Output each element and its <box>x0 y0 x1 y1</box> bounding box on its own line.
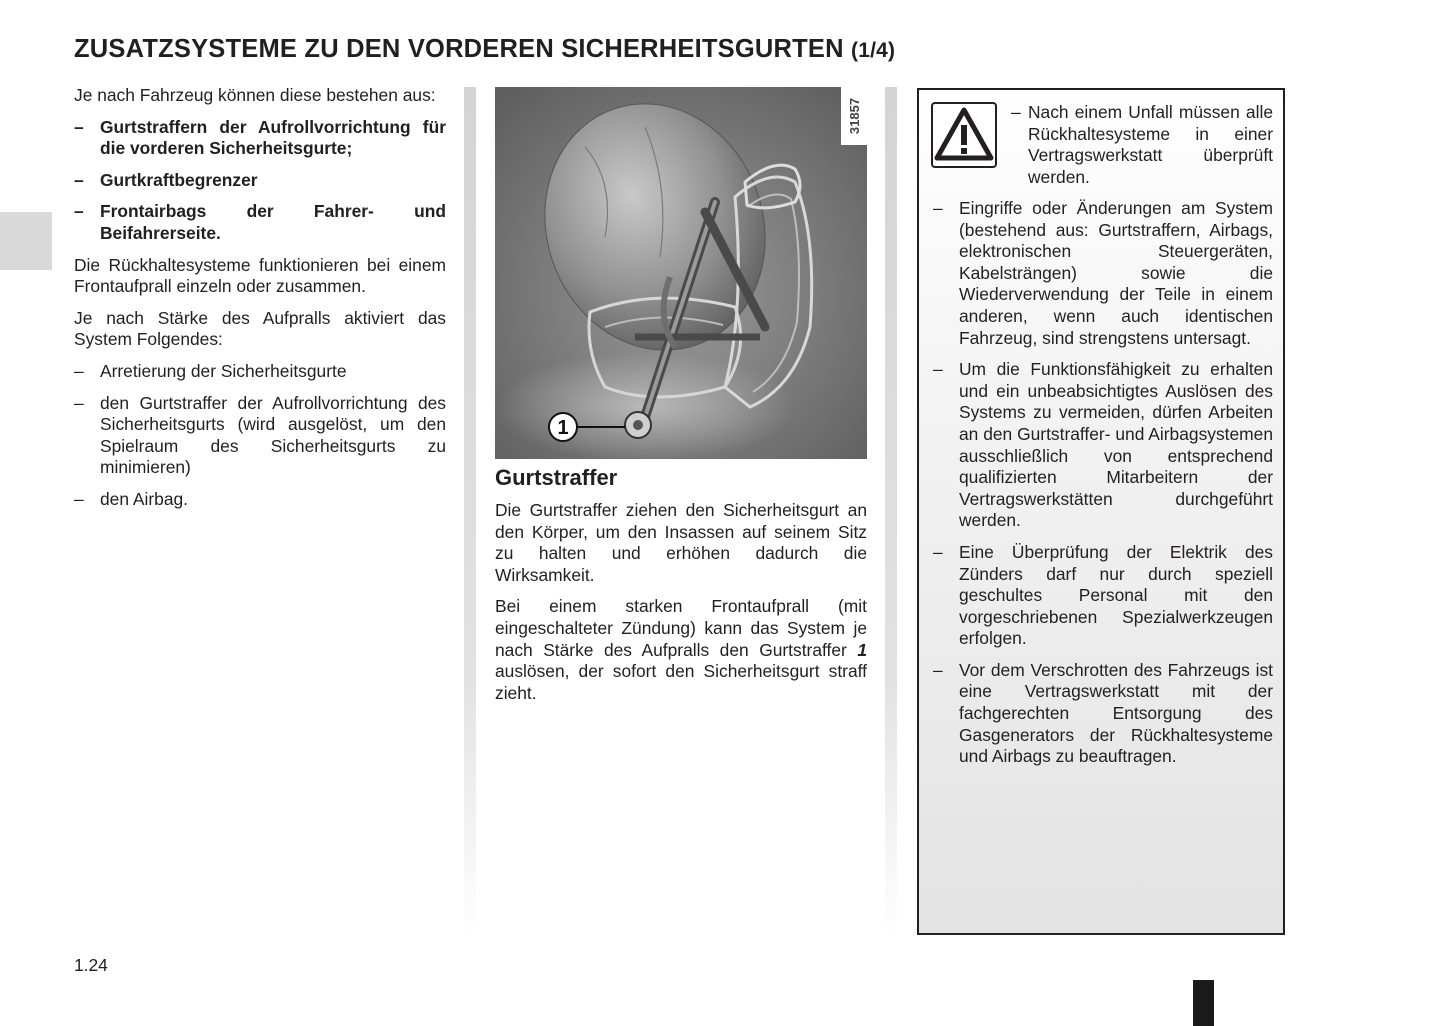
systems-text: Die Rückhaltesysteme funktionieren bei einem Frontaufprall einzeln oder zusammen. <box>74 254 446 297</box>
component-item: – Gurtstraffern der Aufrollvorrichtung für die vorderen Sicherheitsgurte; <box>74 116 446 159</box>
intro-column <box>74 85 446 521</box>
warning-item: – Vor dem Verschrotten des Fahrzeugs ist eine Vertragswerkstatt mit der fachgerechten Entsorgung des Gasgenerators der Rückhaltesysteme und Airbags zu beauftragen. <box>933 659 1273 767</box>
action-item: – den Airbag. <box>74 488 188 509</box>
warning-item: – Um die Funktionsfähigkeit zu erhalten und ein unbeabsichtigtes Auslösen des Systems zu vermeiden, dürfen Arbeiten an den Gurtstraffer- und Airbagsystemen ausschließlich von entsprechend qualifizierten Mitarbeitern der Vertragswerkstätten durchgeführt werden. <box>933 359 1273 531</box>
column-separator <box>464 87 476 935</box>
pretensioner-column <box>495 465 867 714</box>
section-thumb-tab <box>0 212 52 270</box>
warning-item: – Eingriffe oder Änderungen am System (bestehend aus: Gurtstraffern, Airbags, elektronischen Steuergeräten, Kabelsträngen) sowie die Wiederverwendung der Teile in einem anderen, wenn auch identischen Fahrzeug, sind strengstens untersagt. <box>933 198 1273 348</box>
warning-box <box>917 88 1285 935</box>
page-number: 1.24 <box>74 955 108 975</box>
page-title <box>74 35 895 64</box>
column-separator <box>885 87 897 935</box>
figure-reference: 31857 <box>847 97 862 135</box>
seat-illustration <box>495 87 867 459</box>
chapter-edge-marker <box>1193 980 1214 1026</box>
page-title-text: ZUSATZSYSTEME ZU DEN VORDEREN SICHERHEITSGURTEN <box>74 35 844 63</box>
intro-text: Je nach Fahrzeug können diese bestehen aus: <box>74 85 436 105</box>
page-part-indicator: (1/4) <box>851 39 896 62</box>
warning-list <box>933 198 1273 778</box>
warning-triangle-icon <box>931 102 997 173</box>
warning-first-item: – Nach einem Unfall müssen alle Rückhaltesysteme in einer Vertragswerkstatt überprüft werden. <box>1011 102 1273 187</box>
action-item: – Arretierung der Sicherheitsgurte <box>74 360 347 381</box>
pretensioner-heading: Gurtstraffer <box>495 465 618 490</box>
callout-number: 1 <box>557 417 569 439</box>
pretensioner-ref: 1 <box>857 639 867 660</box>
warning-item: – Eine Überprüfung der Elektrik des Zünders darf nur durch speziell geschultes Personal mit den vorgeschriebenen Spezialwerkzeugen erfolgen. <box>933 541 1273 649</box>
pretensioner-text: Die Gurtstraffer ziehen den Sicherheitsgurt an den Körper, um den Insassen auf seinem Sitz zu halten und erhöhen dadurch die Wirksamkeit. <box>495 500 867 585</box>
component-item: – Gurtkraftbegrenzer <box>74 169 258 190</box>
component-item: – Frontairbags der Fahrer- und Beifahrerseite. <box>74 201 446 243</box>
action-item: – den Gurtstraffer der Aufrollvorrichtung des Sicherheitsgurts (wird ausgelöst, um den Spielraum des Sicherheitsgurts zu minimieren) <box>74 392 446 478</box>
pretensioner-trigger-text: Bei einem starken Frontaufprall (mit eingeschalteter Zündung) kann das System je nach Stärke des Aufpralls den Gurtstraffer 1 auslösen, der sofort den Sicherheitsgurt straff zieht. <box>495 596 867 703</box>
activation-text: Je nach Stärke des Aufpralls aktiviert das System Folgendes: <box>74 307 446 350</box>
seat-airbag-drawing <box>495 87 867 459</box>
